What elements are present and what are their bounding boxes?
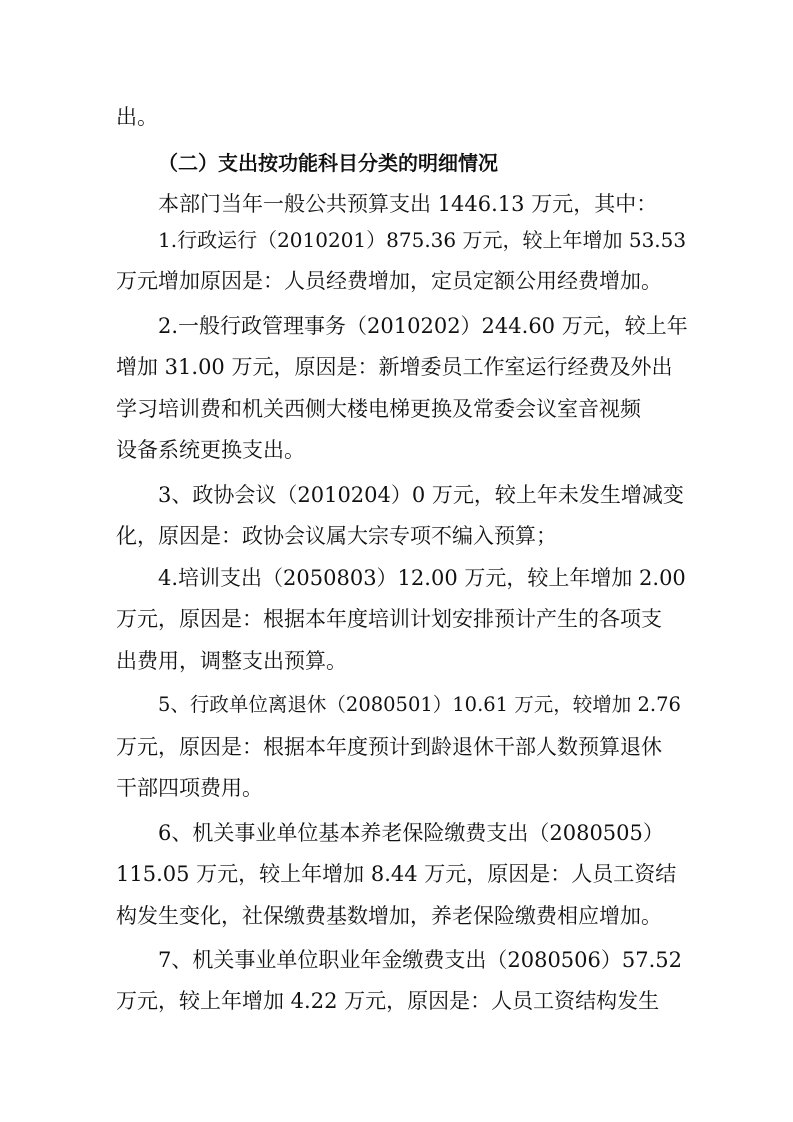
text-line: 7、机关事业单位职业年金缴费支出（2080506）57.52: [158, 948, 683, 972]
text-line: 本部门当年一般公共预算支出 1446.13 万元，其中：: [158, 192, 658, 216]
text-line: 115.05 万元，较上年增加 8.44 万元，原因是：人员工资结: [116, 862, 677, 886]
text-line: 干部四项费用。: [116, 776, 263, 800]
text-line: 4.培训支出（2050803）12.00 万元，较上年增加 2.00: [158, 566, 686, 590]
text-line: 构发生变化，社保缴费基数增加，养老保险缴费相应增加。: [116, 904, 662, 928]
text-line: 3、政协会议（2010204）0 万元，较上年未发生增减变: [158, 483, 684, 507]
text-line: 2.一般行政管理事务（2010202）244.60 万元，较上年: [158, 314, 688, 338]
text-line: 学习培训费和机关西侧大楼电梯更换及常委会议室音视频: [116, 397, 641, 421]
text-line: 6、机关事业单位基本养老保险缴费支出（2080505）: [158, 821, 664, 845]
text-line: 化，原因是：政协会议属大宗专项不编入预算；: [116, 524, 557, 548]
text-line: 出费用，调整支出预算。: [116, 649, 347, 673]
text-line: 万元，原因是：根据本年度培训计划安排预计产生的各项支: [116, 607, 662, 631]
text-line: 万元增加原因是：人员经费增加，定员定额公用经费增加。: [116, 269, 662, 293]
text-line: 万元，较上年增加 4.22 万元，原因是：人员工资结构发生: [116, 989, 660, 1013]
text-line: 万元，原因是：根据本年度预计到龄退休干部人数预算退休: [116, 735, 662, 759]
text-line: 增加 31.00 万元，原因是：新增委员工作室运行经费及外出: [116, 355, 673, 379]
text-line: 出。: [116, 105, 158, 129]
text-line: 1.行政运行（2010201）875.36 万元，较上年增加 53.53: [158, 228, 687, 252]
text-line: 设备系统更换支出。: [116, 438, 305, 462]
section-heading: （二）支出按功能科目分类的明细情况: [158, 151, 498, 175]
text-line: 5、行政单位离退休（2080501）10.61 万元，较增加 2.76: [158, 693, 681, 716]
